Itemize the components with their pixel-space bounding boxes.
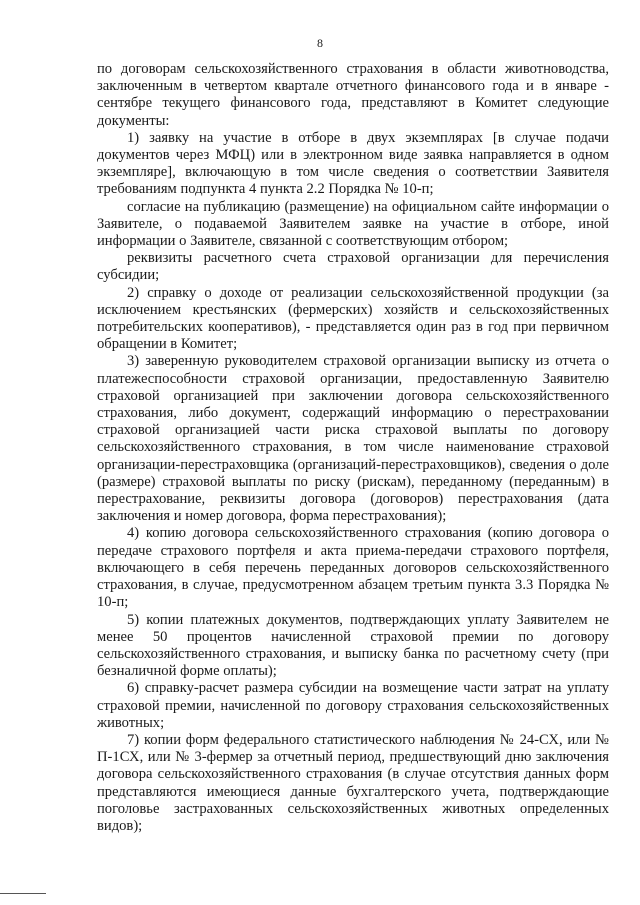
- paragraph-intro: по договорам сельскохозяйственного страхования в области животноводства, заключенным в четвертом квартале отчетного финансового года и в январе - сентябре текущего финансового года, представляют в Комитет следующие документы:: [97, 61, 609, 129]
- paragraph-bank-details: реквизиты расчетного счета страховой организации для перечисления субсидии;: [97, 250, 609, 284]
- paragraph-item-2-income-certificate: 2) справку о доходе от реализации сельскохозяйственной продукции (за исключением крестьянских (фермерских) хозяйств и сельскохозяйственных потребительских кооперативов), - представляется один раз в год при первичном обращении в Комитет;: [97, 284, 609, 353]
- paragraph-item-4-contract-copy: 4) копию договора сельскохозяйственного страхования (копию договора о передаче страхового портфеля и акта приема-передачи страхового портфеля, включающего в себя перечень переданных договоров сельскохозяйственного страхования, в случае, предусмотренном абзацем третьим пункта 3.3 Порядка № 10-п;: [97, 525, 609, 611]
- paragraph-item-1-application: 1) заявку на участие в отборе в двух экземплярах [в случае подачи документов через МФЦ) или в электронном виде заявка направляется в одном экземпляре], включающую в том числе сведения о соответствии Заявителя требованиям подпункта 4 пункта 2.2 Порядка № 10-п;: [97, 129, 609, 198]
- paragraph-item-6-subsidy-calculation: 6) справку-расчет размера субсидии на возмещение части затрат на уплату страховой премии, начисленной по договору страхования сельскохозяйственных животных;: [97, 680, 609, 731]
- paragraph-consent-publication: согласие на публикацию (размещение) на официальном сайте информации о Заявителе, о подаваемой Заявителем заявке на участие в отборе, иной информации о Заявителе, связанной с соответствующим отбором;: [97, 198, 609, 250]
- paragraph-item-3-solvency-extract: 3) заверенную руководителем страховой организации выписку из отчета о платежеспособности страховой организации, предоставленную Заявителю страховой организацией при заключении договора сельскохозяйственного страхования, либо документ, содержащий информацию о перестраховании страховой организацией части риска страховой выплаты по договору сельскохозяйственного страхования, в том числе наименование страховой организации-перестраховщика (организаций-перестраховщиков), сведения о доле (размере) страховой выплаты по риску (рискам), переданному (переданным) в перестрахование, реквизиты договора (договоров) перестрахования (дата заключения и номер договора, форма перестрахования);: [97, 353, 609, 525]
- scan-edge-line: [0, 893, 46, 894]
- page-number: 8: [317, 36, 323, 50]
- paragraph-item-5-payment-documents: 5) копии платежных документов, подтверждающих уплату Заявителем не менее 50 процентов начисленной страховой премии по договору сельскохозяйственного страхования, и выписку банка по расчетному счету (при безналичной форме оплаты);: [97, 611, 609, 680]
- paragraph-item-7-statistical-forms: 7) копии форм федерального статистического наблюдения № 24-СХ, или № П-1СХ, или № 3-фермер за отчетный период, предшествующий дню заключения договора сельскохозяйственного страхования (в случае отсутствия данных форм представляются имеющиеся данные бухгалтерского учета, подтверждающие поголовье застрахованных сельскохозяйственных животных определенных видов);: [97, 731, 609, 834]
- document-body: [97, 61, 609, 835]
